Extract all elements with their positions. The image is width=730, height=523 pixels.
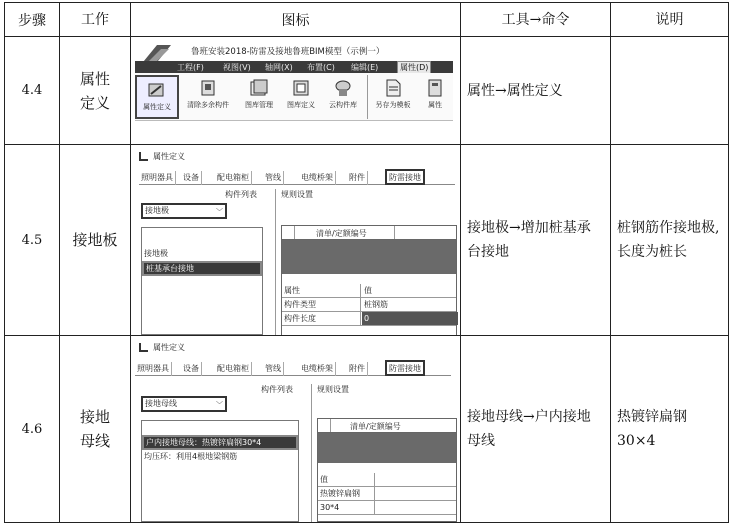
desc-cell: 热镀锌扁钢 30×4	[611, 336, 729, 523]
table-row	[5, 37, 729, 145]
value-row: 热镀锌扁钢	[318, 487, 456, 501]
step-cell: 4.5	[5, 145, 60, 336]
header-image: 图标	[131, 3, 461, 37]
list-item[interactable]: 接地极	[144, 249, 168, 258]
table-row	[5, 336, 729, 523]
property-row: 构件长度 0	[282, 312, 456, 326]
cloud-component-icon	[333, 78, 353, 98]
desc-cell	[611, 37, 729, 145]
work-cell	[60, 37, 131, 145]
table-header-row	[5, 3, 729, 37]
tab-lighting[interactable]: 照明器具	[139, 171, 176, 185]
attribute-button[interactable]: 属性	[417, 75, 453, 119]
clear-components-icon	[198, 78, 218, 98]
image-cell	[131, 336, 461, 523]
work-cell: 接地板	[60, 145, 131, 336]
attribute-icon	[425, 78, 445, 98]
dialog-icon	[139, 342, 149, 352]
work-line: 接地	[79, 408, 110, 426]
ribbon-toolbar	[135, 73, 453, 121]
rule-settings-label: 规则设置	[317, 385, 349, 394]
grid-header: 清单/定额编号	[350, 422, 401, 431]
component-list[interactable]	[141, 227, 263, 335]
value-table: 值 热镀锌扁钢 30*4	[318, 473, 456, 522]
header-tool: 工具→命令	[461, 3, 611, 37]
tab-equipment[interactable]: 设备	[181, 171, 202, 185]
tool-cell: 接地母线→户内接地母线	[461, 336, 611, 523]
work-line: 属性	[79, 69, 110, 88]
rule-grid	[281, 225, 457, 335]
work-line: 母线	[79, 432, 110, 450]
list-item-selected[interactable]: 桩基承台接地	[142, 261, 262, 276]
image-cell	[131, 37, 461, 145]
rule-grid	[317, 418, 457, 522]
tab-pipeline[interactable]: 管线	[263, 171, 284, 185]
image-cell	[131, 145, 461, 336]
library-manage-icon	[249, 78, 269, 98]
property-row: 构件类型 桩钢筋	[282, 298, 456, 312]
header-step: 步骤	[5, 3, 60, 37]
header-work: 工作	[60, 3, 131, 37]
tab-lighting[interactable]: 照明器具	[135, 362, 172, 376]
step-cell: 4.6	[5, 336, 60, 523]
grid-header: 清单/定额编号	[316, 229, 367, 238]
attribute-define-button[interactable]: 属性定义	[135, 75, 179, 119]
cloud-library-button[interactable]: 云构件库	[323, 75, 363, 119]
tool-cell: 接地极→增加桩基承台接地	[461, 145, 611, 336]
tab-equipment[interactable]: 设备	[181, 362, 202, 376]
component-list-label: 构件列表	[261, 385, 293, 394]
tab-distribution-box[interactable]: 配电箱柜	[215, 171, 252, 185]
work-cell	[60, 336, 131, 523]
tab-cable-tray[interactable]: 电缆桥架	[299, 171, 336, 185]
menu-item[interactable]: 视图(V)	[223, 63, 251, 72]
chevron-down-icon: ﹀	[216, 208, 223, 216]
value-row: 30*4	[318, 501, 456, 515]
ribbon-screenshot	[131, 37, 460, 144]
tab-distribution-box[interactable]: 配电箱柜	[215, 362, 252, 376]
chevron-down-icon: ﹀	[216, 401, 223, 409]
tab-pipeline[interactable]: 管线	[263, 362, 284, 376]
attribute-dialog-screenshot	[131, 336, 460, 522]
dialog-title: 属性定义	[153, 152, 185, 161]
table-row	[5, 145, 729, 336]
tab-accessory[interactable]: 附件	[347, 171, 368, 185]
work-line: 定义	[79, 93, 110, 112]
dialog-icon	[139, 151, 149, 161]
category-tabs	[135, 362, 451, 376]
tab-cable-tray[interactable]: 电缆桥架	[299, 362, 336, 376]
tab-lightning-grounding[interactable]: 防雷接地	[385, 360, 425, 376]
tab-accessory[interactable]: 附件	[347, 362, 368, 376]
menu-item-attribute[interactable]: 属性(D)	[397, 61, 431, 74]
menu-item[interactable]: 布置(C)	[307, 63, 335, 72]
component-list[interactable]	[141, 420, 299, 522]
desc-cell: 桩钢筋作接地极,长度为桩长	[611, 145, 729, 336]
menu-item[interactable]: 工程(F)	[177, 63, 204, 72]
list-item[interactable]: 均压环：利用4根地梁钢筋	[144, 452, 238, 461]
tool-cell: 属性→属性定义	[461, 37, 611, 145]
library-define-button[interactable]: 图库定义	[281, 75, 321, 119]
clear-components-button[interactable]: 清除多余构件	[181, 75, 235, 119]
property-table: 属性 值 构件类型 桩钢筋 构件长度 0	[282, 284, 456, 335]
app-title: 鲁班安装2018-防雷及接地鲁班BIM模型（示例一）	[191, 47, 385, 57]
component-type-select[interactable]: 接地极 ﹀	[141, 203, 227, 219]
menu-item[interactable]: 编辑(E)	[351, 63, 379, 72]
menu-bar	[135, 61, 453, 73]
category-tabs	[139, 171, 455, 185]
header-desc: 说明	[611, 3, 729, 37]
menu-item[interactable]: 轴网(X)	[265, 63, 293, 72]
tab-lightning-grounding[interactable]: 防雷接地	[385, 169, 425, 185]
rule-settings-label: 规则设置	[281, 190, 313, 199]
library-define-icon	[291, 78, 311, 98]
list-item-selected[interactable]: 户内接地母线：热镀锌扁钢30*4	[142, 435, 298, 450]
save-template-icon	[383, 78, 403, 98]
component-list-label: 构件列表	[225, 190, 257, 199]
library-manage-button[interactable]: 图库管理	[239, 75, 279, 119]
component-type-select[interactable]: 接地母线 ﹀	[141, 396, 227, 412]
save-template-button[interactable]: 另存为模板	[371, 75, 415, 119]
steps-table	[4, 2, 729, 523]
step-cell: 4.4	[5, 37, 60, 145]
attribute-dialog-screenshot	[131, 145, 460, 335]
attribute-define-icon	[147, 80, 167, 100]
dialog-title: 属性定义	[153, 343, 185, 352]
